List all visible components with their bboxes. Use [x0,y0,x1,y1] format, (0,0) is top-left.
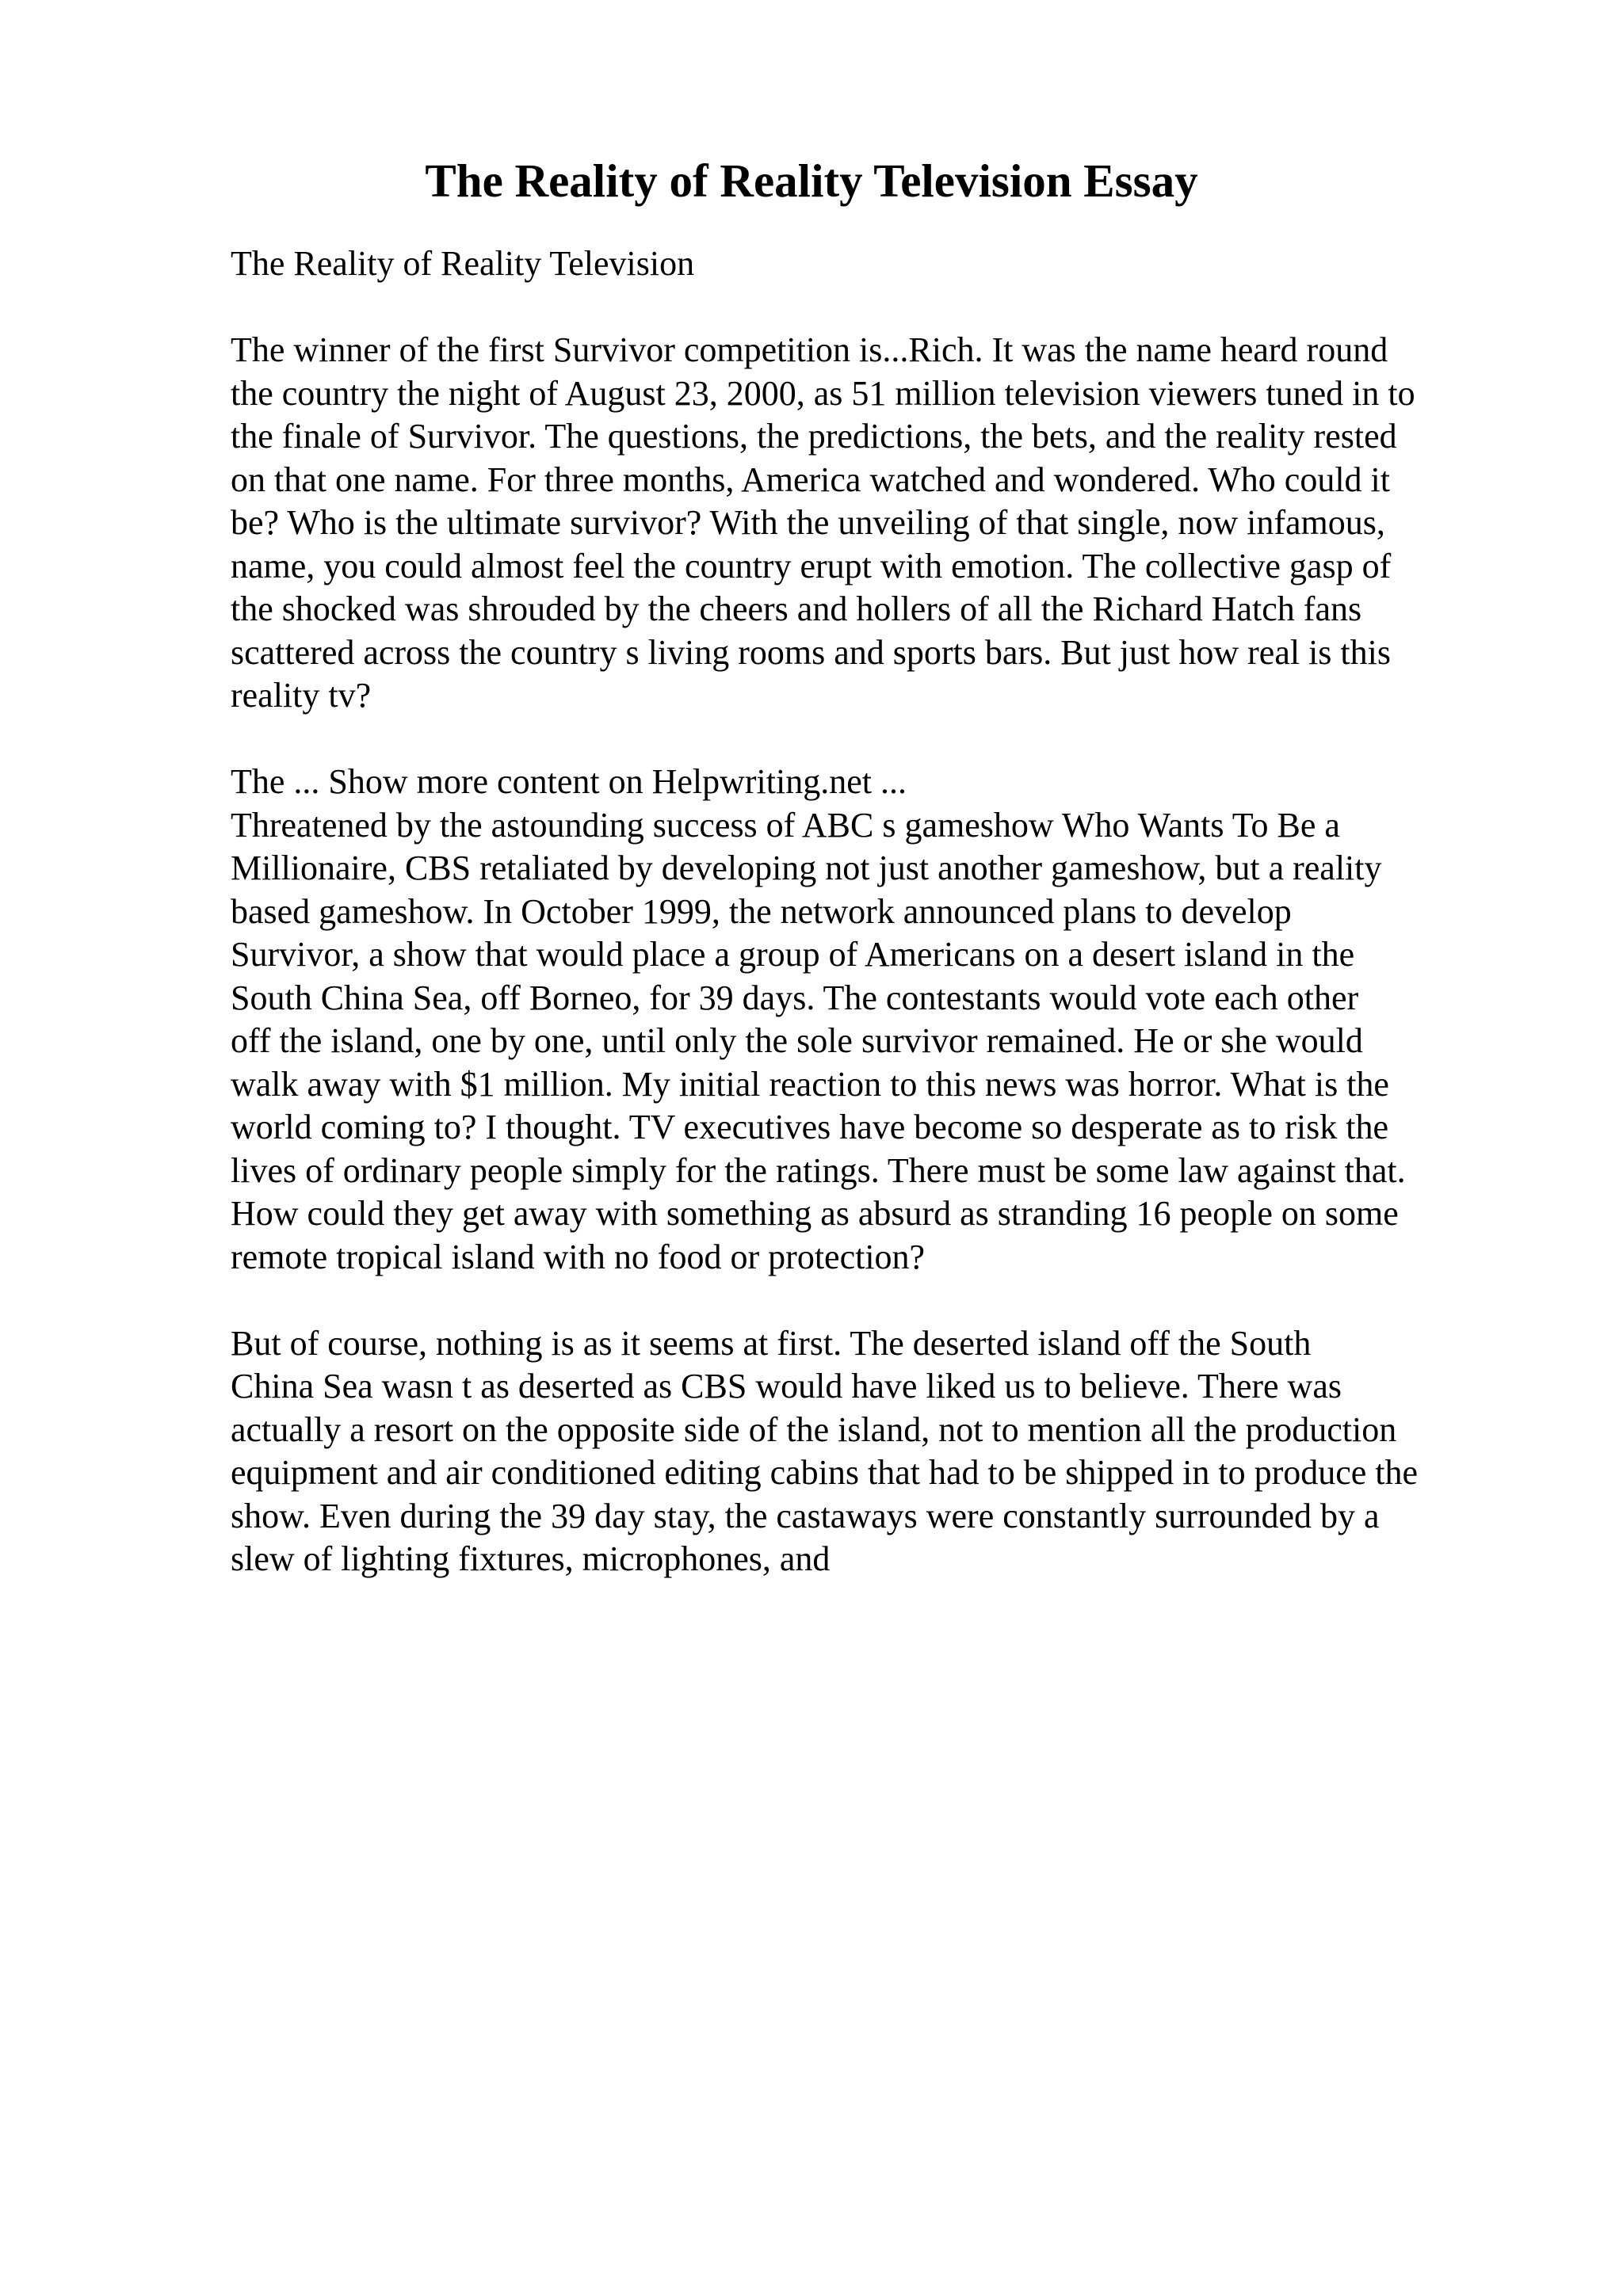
paragraph-line: reality tv? [231,676,372,715]
paragraph-line: Survivor, a show that would place a group of Americans on a desert island in the [231,935,1355,974]
paragraph-line: The ... Show more content on Helpwriting.net ... [231,762,907,801]
paragraph-line: off the island, one by one, until only the sole survivor remained. He or she would [231,1021,1363,1060]
paragraph-line: lives of ordinary people simply for the ratings. There must be some law against that. [231,1150,1406,1190]
paragraph-line: But of course, nothing is as it seems at first. The deserted island off the South [231,1323,1312,1363]
paragraph-spacer [231,286,1514,330]
page-title: The Reality of Reality Television Essay [425,154,1198,207]
paragraph-line: Millionaire, CBS retaliated by developing not just another gameshow, but a reality [231,849,1382,887]
paragraph-line: on that one name. For three months, America watched and wondered. Who could it [231,460,1390,499]
paragraph-line: remote tropical island with no food or protection? [231,1237,926,1276]
paragraph-line: be? Who is the ultimate survivor? With the unveiling of that single, now infamous, [231,503,1385,542]
paragraph-line: world coming to? I thought. TV executives have become so desperate as to risk the [231,1108,1388,1146]
paragraph-line: walk away with $1 million. My initial reaction to this news was horror. What is the [231,1064,1389,1104]
paragraph-line: the country the night of August 23, 2000, as 51 million television viewers tuned in to [231,373,1415,413]
paragraph-line: the shocked was shrouded by the cheers and hollers of all the Richard Hatch fans [231,589,1362,628]
paragraph-line: slew of lighting fixtures, microphones, and [231,1539,831,1578]
paragraph-line: The winner of the first Survivor competition is...Rich. It was the name heard round [231,330,1388,369]
paragraph-line: actually a resort on the opposite side of the island, not to mention all the production [231,1409,1397,1449]
paragraph-line: scattered across the country s living rooms and sports bars. But just how real is this [231,632,1391,672]
paragraph-spacer [231,1279,1514,1322]
paragraph-1 [231,329,1514,718]
paragraph-line: based gameshow. In October 1999, the network announced plans to develop [231,891,1292,931]
paragraph-line: Threatened by the astounding success of ABC s gameshow Who Wants To Be a [231,805,1340,845]
paragraph-spacer [231,718,1514,761]
paragraph-line: the finale of Survivor. The questions, the predictions, the bets, and the reality rested [231,417,1397,456]
paragraph-line: China Sea wasn t as deserted as CBS would have liked us to believe. There was [231,1367,1342,1405]
paragraph-line: South China Sea, off Borneo, for 39 days. The contestants would vote each other [231,978,1359,1017]
paragraph-line: How could they get away with something as absurd as stranding 16 people on some [231,1194,1399,1233]
paragraph-line: equipment and air conditioned editing cabins that had to be shipped in to produce the [231,1453,1419,1492]
paragraph-line: show. Even during the 39 day stay, the castaways were constantly surrounded by a [231,1496,1380,1535]
paragraph-line: name, you could almost feel the country erupt with emotion. The collective gasp of [231,546,1392,585]
document-subtitle: The Reality of Reality Television [231,244,695,283]
paragraph-3 [231,1322,1514,1581]
paragraph-2 [231,761,1514,1279]
document-body [231,242,1514,1581]
